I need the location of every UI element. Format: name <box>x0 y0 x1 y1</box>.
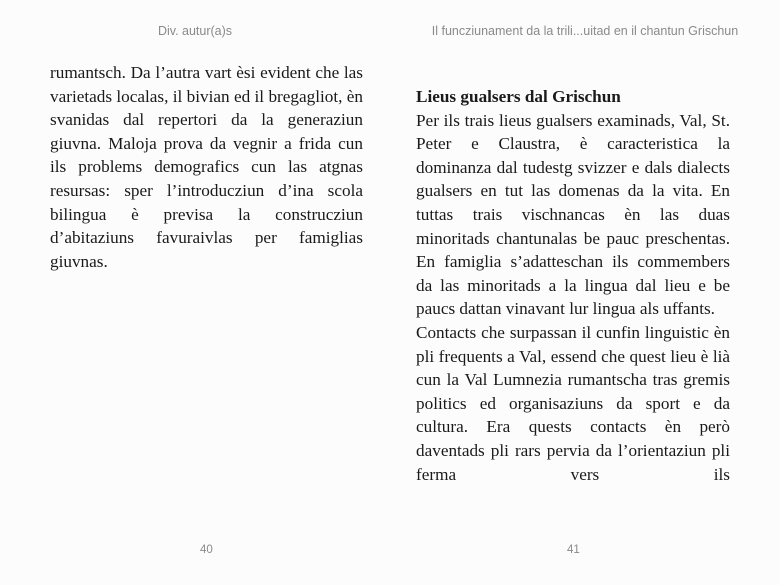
left-paragraph-1: rumantsch. Da l’autra vart èsi evident che las varietads localas, il bivian ed il bregagliot, èn svanidas dal repertori da la generaziun giuvna. Maloja prova da vegnir a frida cun ils problems demografics cun las atgnas resursas: sper l’introducziun d’ina scola bilingua è previsa la construcziun d’abitaziuns favuraivlas per famiglias giuvnas. <box>50 63 363 271</box>
right-page-body <box>416 85 730 486</box>
section-heading: Lieus gualsers dal Grischun <box>416 87 621 106</box>
left-page-body <box>50 61 363 273</box>
page-number-right: 41 <box>567 544 580 556</box>
right-paragraph-1: Per ils trais lieus gualsers examinads, Val, St. Peter e Claustra, è caracteristica la dominanza dal tudestg svizzer e dals dialects gualsers en tut las domenas da la vita. En tuttas trais vischnancas èn las duas minoritads chantunalas be pauc preschentas. En famiglia s’adatteschan ils commembers da las minoritads a la lingua dal lieu e be paucs dattan vinavant lur lingua als uffants. <box>416 110 730 319</box>
running-head-right: Il funcziunament da la trili...uitad en il chantun Grischun <box>431 24 739 38</box>
page-number-left: 40 <box>200 544 213 556</box>
right-paragraph-2: Contacts che surpassan il cunfin linguistic èn pli frequents a Val, essend che quest lieu è lià cun la Val Lumnezia rumantscha tras gremis politics ed organisaziuns da sport e da cultura. Era quests contacts èn però daventads pli rars pervia da l’orientaziun pli ferma vers ils <box>416 322 730 484</box>
running-head-left: Div. autur(a)s <box>157 24 233 38</box>
